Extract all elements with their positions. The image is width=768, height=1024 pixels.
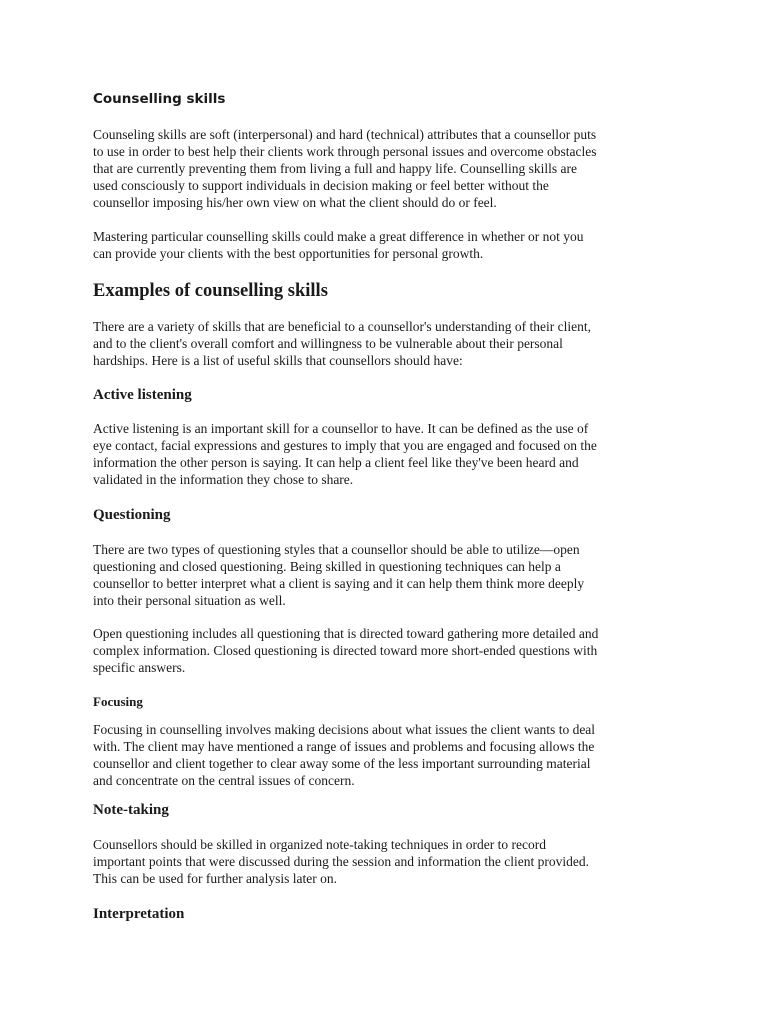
text-line: eye contact, facial expressions and gestures to imply that you are engaged and focused on the bbox=[93, 438, 597, 453]
active-listening-heading: Active listening bbox=[93, 387, 192, 403]
text-line: Open questioning includes all questioning that is directed toward gathering more detailed and bbox=[93, 626, 599, 641]
interpretation-heading: Interpretation bbox=[93, 906, 185, 922]
text-line: information the other person is saying. It can help a client feel like they've been heard and bbox=[93, 455, 579, 470]
text-line: validated in the information they chose to share. bbox=[93, 472, 354, 487]
text-line: and concentrate on the central issues of concern. bbox=[93, 773, 355, 788]
intro-paragraph-1 bbox=[93, 126, 683, 211]
text-line: There are a variety of skills that are beneficial to a counsellor's understanding of their client, bbox=[93, 319, 591, 334]
questioning-heading: Questioning bbox=[93, 507, 171, 523]
text-line: with. The client may have mentioned a range of issues and problems and focusing allows the bbox=[93, 739, 595, 754]
text-line: that are currently preventing them from living a full and happy life. Counselling skills are bbox=[93, 161, 577, 176]
focusing-heading: Focusing bbox=[93, 694, 143, 709]
document-title: Counselling skills bbox=[93, 91, 226, 107]
text-line: Mastering particular counselling skills could make a great difference in whether or not you bbox=[93, 229, 584, 244]
active-listening-paragraph bbox=[93, 420, 683, 488]
note-taking-paragraph bbox=[93, 836, 683, 887]
text-line: and to the client's overall comfort and willingness to be vulnerable about their personal bbox=[93, 336, 563, 351]
text-line: questioning and closed questioning. Being skilled in questioning techniques can help a bbox=[93, 559, 561, 574]
examples-heading: Examples of counselling skills bbox=[93, 281, 328, 301]
note-taking-heading: Note-taking bbox=[93, 802, 169, 818]
text-line: used consciously to support individuals in decision making or feel better without the bbox=[93, 178, 549, 193]
text-line: specific answers. bbox=[93, 660, 186, 675]
text-line: counsellor to better interpret what a client is saying and it can help them think more deeply bbox=[93, 576, 585, 591]
text-line: complex information. Closed questioning is directed toward more short-ended questions with bbox=[93, 643, 598, 658]
text-line: Focusing in counselling involves making decisions about what issues the client wants to deal bbox=[93, 722, 596, 737]
text-line: counsellor imposing his/her own view on what the client should do or feel. bbox=[93, 195, 497, 210]
questioning-paragraph-1 bbox=[93, 541, 683, 609]
focusing-paragraph bbox=[93, 721, 683, 789]
text-line: Counsellors should be skilled in organized note-taking techniques in order to record bbox=[93, 837, 547, 852]
text-line: important points that were discussed during the session and information the client provided. bbox=[93, 854, 590, 869]
text-line: counsellor and client together to clear away some of the less important surrounding material bbox=[93, 756, 591, 771]
intro-paragraph-2 bbox=[93, 228, 683, 262]
text-line: can provide your clients with the best opportunities for personal growth. bbox=[93, 246, 484, 261]
text-line: There are two types of questioning styles that a counsellor should be able to utilize—open bbox=[93, 542, 580, 557]
text-line: Active listening is an important skill for a counsellor to have. It can be defined as the use of bbox=[93, 421, 589, 436]
text-line: hardships. Here is a list of useful skills that counsellors should have: bbox=[93, 353, 463, 368]
questioning-paragraph-2 bbox=[93, 625, 683, 676]
text-line: into their personal situation as well. bbox=[93, 593, 286, 608]
text-line: to use in order to best help their clients work through personal issues and overcome obstacles bbox=[93, 144, 597, 159]
examples-paragraph bbox=[93, 318, 683, 369]
text-line: This can be used for further analysis later on. bbox=[93, 871, 338, 886]
text-line: Counseling skills are soft (interpersonal) and hard (technical) attributes that a counsellor puts bbox=[93, 127, 597, 142]
